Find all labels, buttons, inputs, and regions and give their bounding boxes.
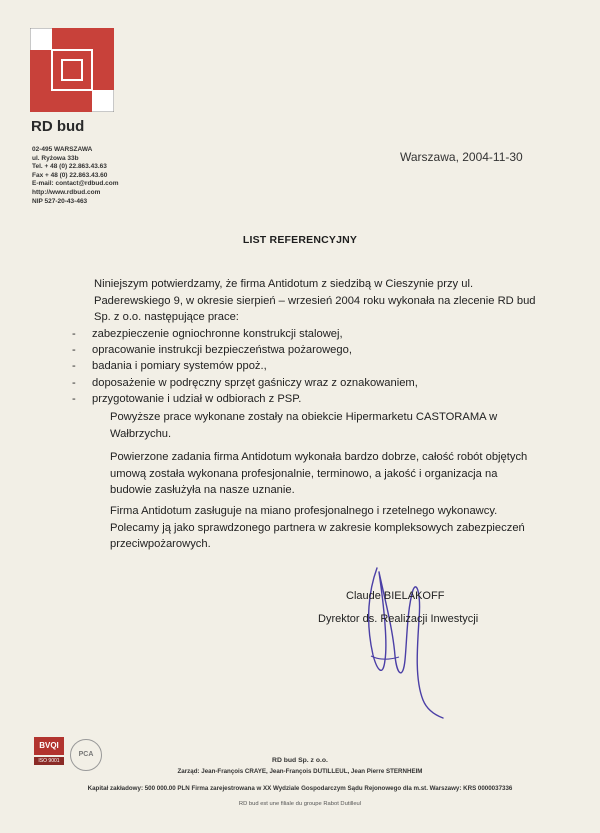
dash-bullet: - (72, 360, 76, 373)
nip-line: NIP 527-20-43-463 (32, 197, 88, 205)
place-date: Warszawa, 2004-11-30 (400, 150, 523, 164)
intro-text: Niniejszym potwierdzamy, że firma Antidotum z siedzibą w Cieszynie przy ul. Paderewskiego 9, w okresie sierpień – wrzesień 2004 roku wykonała na zlecenie RD bud Sp. z o.o. następujące prace: (94, 278, 536, 323)
footer-board: Zarząd: Jean-François CRAYE, Jean-François DUTILLEUL, Jean Pierre STERNHEIM (177, 768, 423, 775)
rd-bud-logo (30, 28, 114, 112)
iso-badge: ISO 9001 (34, 757, 64, 765)
list-item: - opracowanie instrukcji bezpieczeństwa pożarowego, (72, 342, 542, 358)
footer-registry: Kapitał zakładowy: 500 000.00 PLN Firma zarejestrowana w XX Wydziale Gospodarczym Sądu Rejonowego dla m.st. Warszawy: KRS 0000037336 (87, 785, 513, 792)
bvqi-logo: BVQI (34, 737, 64, 755)
list-item: - przygotowanie i udział w odbiorach z PSP. (72, 391, 542, 407)
location-text: Powyższe prace wykonane zostały na obiekcie Hipermarketu CASTORAMA w Wałbrzychu. (110, 411, 498, 440)
website-line: http://www.rdbud.com (32, 188, 101, 196)
phone-line: Tel. + 48 (0) 22.863.43.63 (32, 163, 107, 171)
task-list (72, 326, 542, 407)
recommendation-paragraph (72, 503, 542, 553)
dash-bullet: - (72, 328, 76, 340)
pca-logo: PCA (70, 739, 102, 771)
document-title: LIST REFERENCYJNY (242, 234, 358, 246)
recommendation-text: Firma Antidotum zasługuje na miano profesjonalnego i rzetelnego wykonawcy. Polecamy ją jako sprawdzonego partnera w zakresie kompleksowych zabezpieczeń przeciwpożarowych. (110, 505, 525, 550)
assessment-text: Powierzone zadania firma Antidotum wykonała bardzo dobrze, całość robót objętych umową została wykonana profesjonalnie, terminowo, a jakość i organizacja na budowie zasłużyła na nasze uznanie. (110, 451, 528, 496)
email-line: E-mail: contact@rdbud.com (32, 180, 119, 188)
footer-group: RD bud est une filiale du groupe Rabot Dutilleul (238, 801, 362, 807)
company-name: RD bud (31, 118, 85, 135)
assessment-paragraph (72, 449, 542, 499)
dash-bullet: - (72, 344, 76, 357)
signer-name: Claude BIELAKOFF (346, 590, 445, 602)
intro-paragraph (72, 276, 542, 326)
fax-line: Fax + 48 (0) 22.863.43.60 (32, 171, 108, 179)
company-address-block (32, 146, 119, 206)
signer-title: Dyrektor ds. Realizacji Inwestycji (318, 613, 479, 625)
address-line: 02-495 WARSZAWA (32, 146, 93, 153)
list-item: - badania i pomiary systemów ppoż., (72, 358, 542, 374)
list-item: - zabezpieczenie ogniochronne konstrukcji stalowej, (72, 326, 542, 342)
location-paragraph (72, 409, 542, 442)
dash-bullet: - (72, 392, 76, 405)
footer-company: RD bud Sp. z o.o. (272, 757, 328, 764)
dash-bullet: - (72, 376, 76, 389)
handwritten-signature (355, 560, 445, 720)
list-item: - doposażenie w podręczny sprzęt gaśniczy wraz z oznakowaniem, (72, 375, 542, 391)
address-line: ul. Ryżowa 33b (32, 154, 79, 162)
